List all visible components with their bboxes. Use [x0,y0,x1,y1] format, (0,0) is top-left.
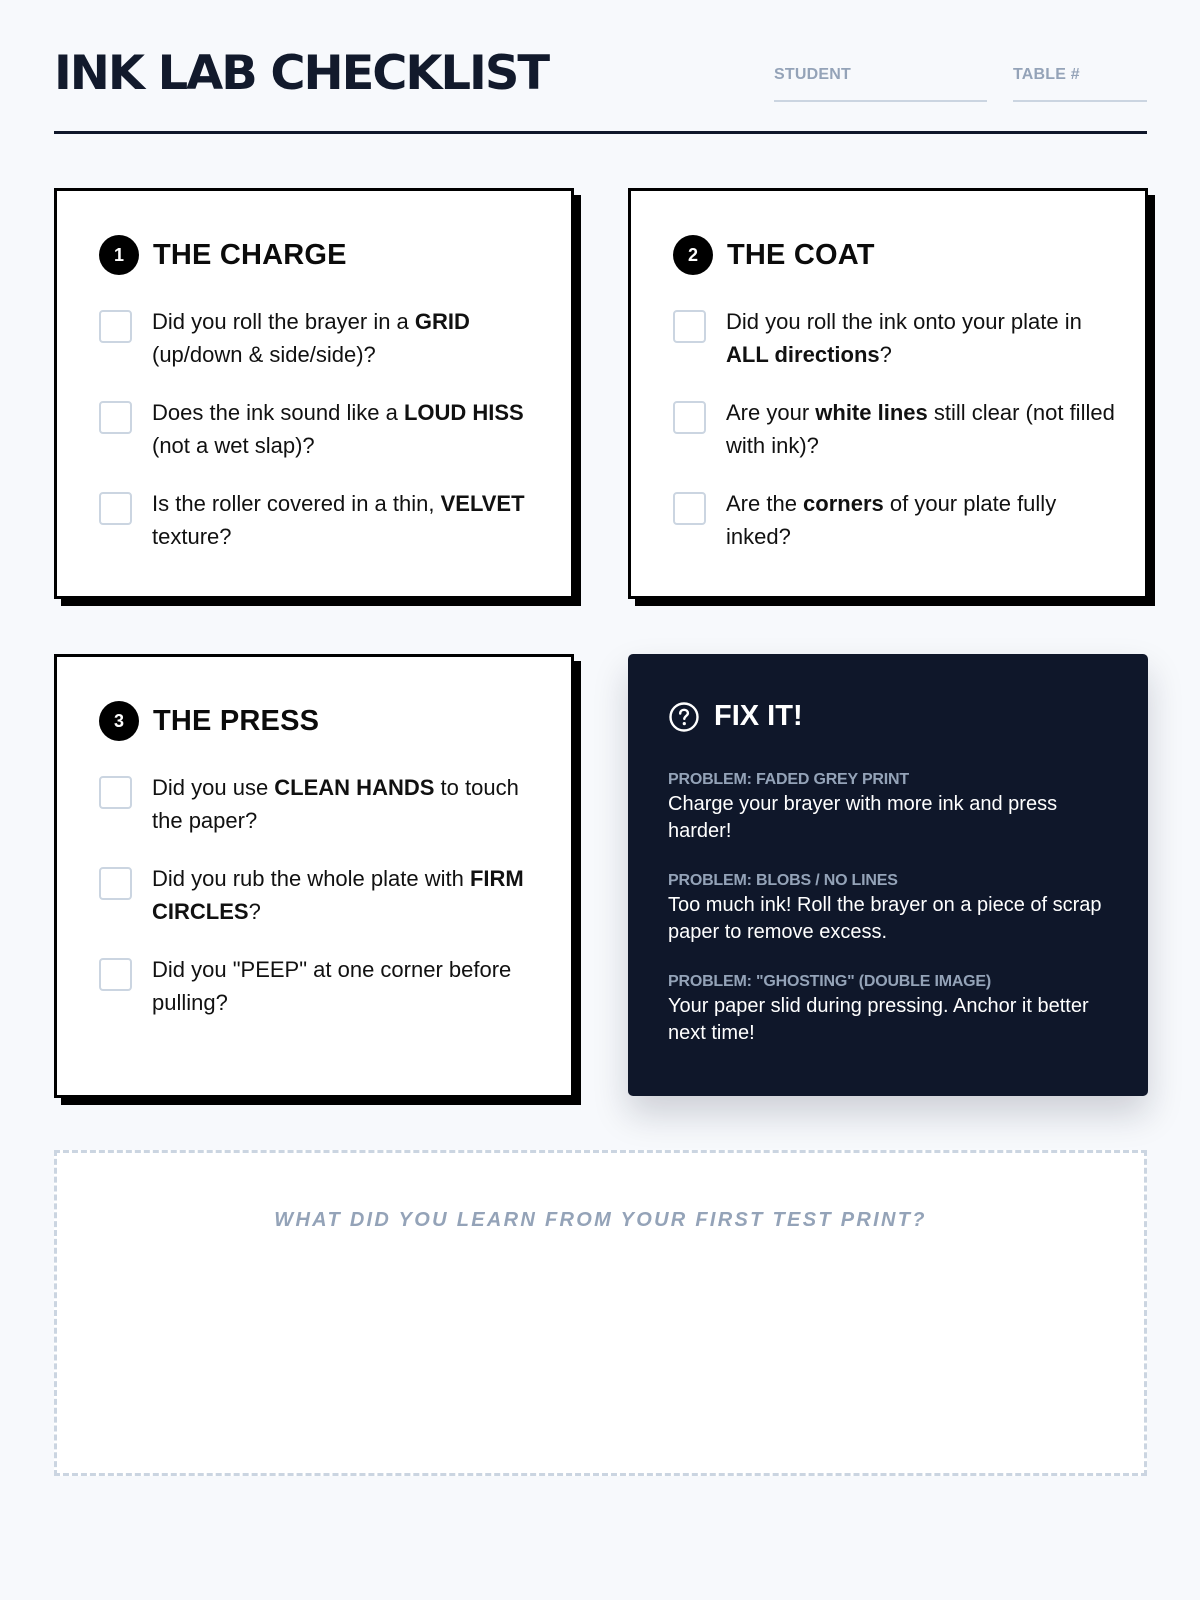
problem-label: PROBLEM: FADED GREY PRINT [668,771,909,788]
emphasis-text: FIRM CIRCLES [152,866,524,924]
checklist-item-text: Did you use CLEAN HANDS to touch the paper? [152,775,519,833]
checklist-item-text: Are your white lines still clear (not filled with ink)? [726,400,1115,458]
emphasis-text: ALL directions [726,342,880,367]
page-title: INK LAB CHECKLIST [54,46,548,101]
emphasis-text: white lines [815,400,928,425]
checklist [673,305,1115,578]
problem-label: PROBLEM: "GHOSTING" (DOUBLE IMAGE) [668,973,992,990]
section-number-badge: 3 [99,701,139,741]
checkbox[interactable] [673,310,706,343]
question-circle-icon [668,701,700,733]
emphasis-text: GRID [414,309,470,334]
problem-solution: Charge your brayer with more ink and press harder! [668,793,1058,842]
checkbox[interactable] [99,401,132,434]
problem-solution: Your paper slid during pressing. Anchor it better next time! [668,995,1089,1044]
checklist-item [99,771,541,837]
section-the-coat [628,188,1148,599]
checklist-item-text: Are the corners of your plate fully inked? [726,491,1057,549]
checklist-item [99,396,541,462]
problem-item [668,871,1108,946]
checklist-item-text: Is the roller covered in a thin, VELVET texture? [152,491,525,549]
checklist-item [673,305,1115,371]
checkbox[interactable] [99,310,132,343]
reflection-box[interactable] [54,1150,1147,1476]
emphasis-text: VELVET [440,491,525,516]
checklist-item-text: Did you "PEEP" at one corner before pulling? [152,957,512,1015]
problem-item [668,972,1108,1047]
checklist-item [673,487,1115,553]
checklist-item [673,396,1115,462]
checkbox[interactable] [99,867,132,900]
section-header [99,235,347,275]
section-the-charge [54,188,574,599]
checkbox[interactable] [99,492,132,525]
checkbox[interactable] [673,401,706,434]
checkbox[interactable] [673,492,706,525]
checklist-item-text: Did you roll the brayer in a GRID (up/down & side/side)? [152,309,470,367]
problem-label: PROBLEM: BLOBS / NO LINES [668,872,898,889]
section-the-press [54,654,574,1098]
emphasis-text: LOUD HISS [403,400,524,425]
checkbox[interactable] [99,958,132,991]
section-header [99,701,319,741]
checklist-item [99,953,541,1019]
reflection-prompt: WHAT DID YOU LEARN FROM YOUR FIRST TEST PRINT? [274,1209,927,1231]
checklist-item-text: Does the ink sound like a LOUD HISS (not a wet slap)? [152,400,524,458]
checklist-item-text: Did you rub the whole plate with FIRM CIRCLES? [152,866,524,924]
emphasis-text: CLEAN HANDS [274,775,435,800]
section-number-badge: 1 [99,235,139,275]
checklist-item [99,487,541,553]
emphasis-text: corners [803,491,884,516]
problem-list [668,770,1108,1073]
student-name-field[interactable]: STUDENT [774,66,987,102]
section-number-badge: 2 [673,235,713,275]
section-title: THE CHARGE [153,238,347,271]
checkbox[interactable] [99,776,132,809]
fix-it-panel [628,654,1148,1096]
checklist-item [99,862,541,928]
section-title: THE COAT [727,238,875,271]
table-number-field[interactable]: TABLE # [1013,66,1147,102]
checklist [99,305,541,578]
fix-it-title: FIX IT! [714,700,803,732]
checklist-item-text: Did you roll the ink onto your plate in ALL directions? [726,309,1082,367]
problem-item [668,770,1108,845]
fix-it-header [668,700,803,733]
checklist [99,771,541,1044]
section-title: THE PRESS [153,704,320,737]
problem-solution: Too much ink! Roll the brayer on a piece of scrap paper to remove excess. [668,894,1102,943]
checklist-item [99,305,541,371]
section-header [673,235,875,275]
header [54,40,1147,134]
